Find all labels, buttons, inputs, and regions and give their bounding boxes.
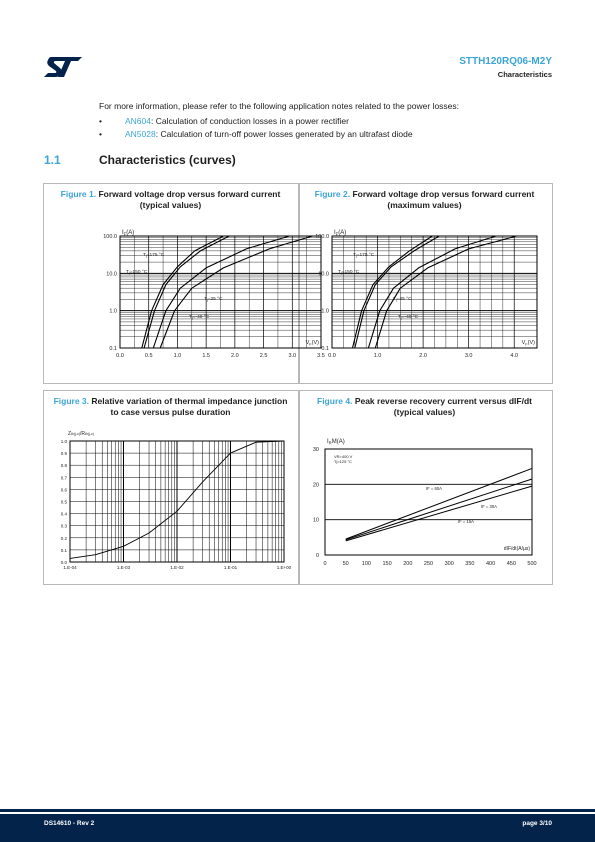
x-tick-label: 3.0 bbox=[288, 353, 297, 359]
x-tick-label: 150 bbox=[382, 561, 392, 567]
y-axis-label: $I_F(A)$ bbox=[334, 230, 347, 237]
chart-thermal-impedance bbox=[43, 425, 298, 580]
y-tick-label: 0.9 bbox=[60, 451, 67, 457]
y-tick-label: 0.2 bbox=[60, 535, 67, 541]
y-tick-label: 10.0 bbox=[106, 271, 117, 278]
chart-reverse-recovery-current bbox=[298, 435, 551, 580]
y-tick-label: 0.5 bbox=[60, 499, 67, 505]
series-line bbox=[346, 468, 532, 539]
section-title: Characteristics (curves) bbox=[99, 153, 236, 167]
x-tick-label: 0.5 bbox=[144, 353, 153, 359]
figure-title-line2: (typical values) bbox=[139, 200, 202, 210]
y-tick-label: 0.1 bbox=[321, 346, 329, 352]
x-tick-label: 1.0 bbox=[173, 353, 182, 359]
annotation-text: Tj=125 °C bbox=[334, 459, 352, 464]
x-tick-label: 2.0 bbox=[231, 353, 239, 359]
figure-label: Figure 3. bbox=[53, 396, 90, 406]
series-line bbox=[160, 236, 312, 348]
series-label: IF = 15A bbox=[458, 519, 474, 524]
series-label: $T_j=-40$ °C bbox=[189, 315, 210, 321]
bullet-text: : Calculation of conduction losses in a power rectifier bbox=[151, 116, 349, 126]
series-line bbox=[153, 236, 289, 348]
x-tick-label: 1.E-04 bbox=[63, 565, 77, 570]
an604-link[interactable]: AN604 bbox=[125, 116, 151, 126]
y-tick-label: 0 bbox=[315, 553, 319, 559]
series-label: IF = 60A bbox=[426, 486, 442, 491]
figure-label: Figure 1. bbox=[60, 189, 97, 199]
x-tick-label: 3.0 bbox=[464, 353, 473, 359]
x-tick-label: 0.0 bbox=[328, 353, 336, 359]
x-tick-label: 0.0 bbox=[116, 353, 124, 359]
figure-title-line2: (maximum values) bbox=[387, 200, 462, 210]
y-tick-label: 0.0 bbox=[60, 560, 67, 565]
y-tick-label: 100.0 bbox=[103, 234, 117, 240]
figure-title: Relative variation of thermal impedance junction bbox=[91, 396, 288, 406]
y-tick-label: 10 bbox=[312, 517, 319, 524]
series-label: $T_j=25$ °C bbox=[393, 297, 412, 303]
chart-forward-voltage-typical bbox=[43, 220, 325, 380]
x-axis-label: $V_F(V)$ bbox=[521, 340, 535, 347]
y-axis-label: $I_F(A)$ bbox=[122, 230, 135, 237]
x-tick-label: 1.E-03 bbox=[116, 565, 131, 570]
x-tick-label: 0 bbox=[323, 561, 327, 567]
plot-border bbox=[325, 449, 532, 555]
series-label: $T_j=150$ °C bbox=[126, 270, 148, 276]
y-tick-label: 1.0 bbox=[60, 439, 67, 444]
figure-1-caption bbox=[43, 189, 298, 211]
figure-title-line2: (typical values) bbox=[393, 407, 456, 417]
x-tick-label: 1.5 bbox=[202, 353, 210, 359]
y-tick-label: 20 bbox=[312, 482, 319, 489]
y-tick-label: 100.0 bbox=[315, 234, 329, 240]
annotation-text: VR=400 V bbox=[334, 454, 353, 459]
figure-3-caption bbox=[43, 396, 298, 418]
bullet-item bbox=[99, 116, 519, 128]
x-tick-label: 50 bbox=[342, 561, 349, 567]
x-tick-label: 4.0 bbox=[510, 353, 519, 359]
bullet-dot: • bbox=[99, 116, 102, 126]
x-tick-label: 200 bbox=[403, 561, 413, 567]
series-line bbox=[346, 486, 532, 541]
y-tick-label: 0.7 bbox=[60, 475, 67, 481]
x-tick-label: 450 bbox=[506, 561, 516, 567]
x-tick-label: 2.5 bbox=[259, 353, 268, 359]
figure-4-caption bbox=[298, 396, 551, 418]
y-tick-label: 30 bbox=[312, 447, 319, 453]
y-tick-label: 0.3 bbox=[60, 523, 67, 529]
series-label: $T_j=150$ °C bbox=[338, 270, 360, 276]
header-section: Characteristics bbox=[497, 70, 552, 79]
series-label: $T_j=175$ °C bbox=[353, 253, 375, 259]
figure-title-line2: to case versus pulse duration bbox=[110, 407, 231, 417]
x-tick-label: 1.E+00 bbox=[276, 565, 292, 570]
footer-band bbox=[0, 814, 595, 842]
series-label: IF = 30A bbox=[481, 504, 497, 509]
y-tick-label: 0.1 bbox=[109, 346, 117, 352]
figure-label: Figure 2. bbox=[314, 189, 351, 199]
bullet-dot: • bbox=[99, 129, 102, 139]
an5028-link[interactable]: AN5028 bbox=[125, 129, 156, 139]
y-tick-label: 1.0 bbox=[109, 308, 117, 315]
document-title: STTH120RQ06-M2Y bbox=[459, 56, 552, 67]
x-axis-label: $V_F(V)$ bbox=[305, 340, 319, 347]
series-label: $T_j=-40$ °C bbox=[398, 315, 419, 321]
y-axis-label: $I_RM(A)$ bbox=[327, 439, 345, 446]
series-line bbox=[368, 236, 496, 348]
y-axis-label: Zth(j-c)/Rth(j-c) bbox=[68, 431, 94, 437]
x-tick-label: 500 bbox=[527, 561, 537, 567]
y-tick-label: 0.4 bbox=[60, 511, 67, 517]
section-number: 1.1 bbox=[44, 153, 61, 167]
x-tick-label: 100 bbox=[361, 561, 371, 567]
bullet-item bbox=[99, 129, 519, 141]
footer-doc-id: DS14610 - Rev 2 bbox=[44, 820, 95, 827]
y-tick-label: 0.6 bbox=[60, 487, 67, 493]
footer-page-number: page 3/10 bbox=[522, 820, 552, 827]
figure-2-caption bbox=[298, 189, 551, 211]
bullet-text: : Calculation of turn-off power losses generated by an ultrafast diode bbox=[155, 129, 413, 139]
footer-bar bbox=[0, 809, 595, 812]
st-logo bbox=[44, 57, 82, 77]
x-tick-label: 1.E-02 bbox=[170, 565, 184, 570]
intro-text: For more information, please refer to the following application notes related to the power losses: bbox=[99, 101, 460, 111]
x-axis-label: dIF/dt(A/µs) bbox=[503, 546, 530, 552]
figure-label: Figure 4. bbox=[317, 396, 353, 406]
x-tick-label: 3.5 bbox=[317, 353, 325, 359]
x-tick-label: 1.0 bbox=[373, 353, 382, 359]
x-tick-label: 400 bbox=[486, 561, 496, 567]
figure-title: Peak reverse recovery current versus dIF/dt bbox=[354, 396, 532, 406]
x-tick-label: 2.0 bbox=[419, 353, 427, 359]
y-tick-label: 0.8 bbox=[60, 463, 67, 469]
x-tick-label: 250 bbox=[423, 561, 434, 567]
series-label: $T_j=175$ °C bbox=[143, 253, 165, 259]
y-tick-label: 0.1 bbox=[60, 547, 67, 553]
figure-title: Forward voltage drop versus forward current bbox=[98, 189, 281, 199]
x-tick-label: 300 bbox=[444, 561, 454, 567]
figure-title: Forward voltage drop versus forward current bbox=[352, 189, 535, 199]
x-tick-label: 1.E-01 bbox=[223, 565, 238, 570]
y-tick-label: 1.0 bbox=[321, 308, 329, 315]
chart-forward-voltage-maximum bbox=[298, 220, 551, 380]
x-tick-label: 350 bbox=[465, 561, 475, 567]
y-tick-label: 10.0 bbox=[318, 271, 329, 278]
series-label: $T_j=25$ °C bbox=[204, 297, 223, 303]
